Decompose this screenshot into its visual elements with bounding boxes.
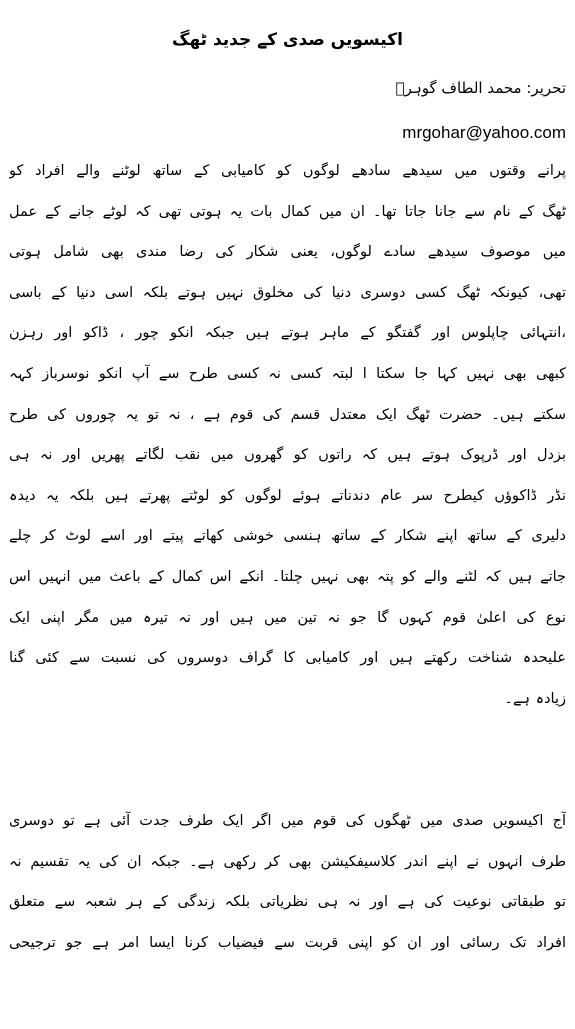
text-line: دلیری کے ساتھ اپنے شکار کے ساتھ ہنسی خوشی کھاتے پیتے اور اسے لوٹ کر چلے: [9, 528, 566, 545]
text-line: ٹھگ کے نام سے جانا جاتا تھا۔ ان میں کمال بات یہ ہوتی تھی کہ لوٹے جانے کے عمل: [9, 203, 566, 220]
text-line: بزدل اور ڈرپوک ہوتے ہیں کہ راتوں کو گھروں میں نقب لگاتے پھریں اور نہ ہی: [9, 447, 566, 464]
paragraph-1: [9, 158, 566, 726]
article-title: اکیسویں صدی کے جدید ٹھگ: [172, 30, 403, 50]
text-line: ،انتہائی چاپلوس اور گفتگو کے ماہر ہوتے ہیں جبکہ انکو چور ، ڈاکو اور رہزن: [9, 325, 566, 342]
text-line: میں موصوف سیدھے سادے لوگوں، یعنی شکار کی رضا مندی بھی شامل ہوتی: [9, 244, 566, 261]
text-line: افراد تک رسائی اور ان کو اپنی قربت سے فیضیاب کرنا ایسا امر ہے جو ترجیحی: [9, 934, 566, 951]
text-line: آج اکیسویں صدی میں ٹھگوں کی قوم میں اگر ایک طرف جدت آئی ہے تو دوسری: [9, 813, 566, 829]
author-line: تحریر: محمد الطاف گوہرؔ: [395, 79, 566, 97]
text-line: سکتے ہیں۔ حضرت ٹھگ ایک معتدل قسم کی قوم ہے ، نہ تو یہ چوروں کی طرح: [9, 406, 566, 423]
text-line: تھی، کیونکہ ٹھگ کسی دوسری دنیا کی مخلوق نہیں ہوتے بلکہ اسی دنیا کے باسی: [9, 284, 566, 301]
paragraph-2: [9, 808, 566, 970]
text-line: کبھی بھی نہیں کہا جا سکتا ا لبتہ کسی نہ کسی طرح سے آپ انکو نوسرباز کہہ: [9, 365, 566, 382]
text-line: جاتے ہیں کہ لٹنے والے کو پتہ بھی نہیں چلتا۔ انکے اس کمال کے باعث میں انہیں اس: [9, 568, 566, 585]
text-line: تو طبقاتی نوعیت کی ہے اور نہ ہی نظریاتی بلکہ زندگی کے ہر شعبہ سے متعلق: [9, 894, 566, 911]
text-line: نوع کی اعلیٰ قوم کہوں گا جو نہ تین میں ہیں اور نہ تیرہ میں مگر اپنی ایک: [9, 609, 566, 626]
text-line: طرف انہوں نے اپنے اندر کلاسیفکیشن بھی کر رکھی ہے۔ جبکہ ان کی یہ تقسیم نہ: [9, 853, 566, 870]
text-line: علیحدہ شناخت رکھتے ہیں اور کامیابی کا گراف دوسروں کی نسبت سے کئی گنا: [9, 650, 566, 667]
text-line: نڈر ڈاکوؤں کیطرح سر عام دندناتے ہوئے لوگوں کو لوٹتے پھرتے ہیں بلکہ یہ دیدہ: [9, 487, 566, 504]
text-line: پرانے وقتوں میں سیدھے سادھے لوگوں کو کامیابی کے ساتھ لوٹنے والے افراد کو: [9, 163, 566, 179]
text-line: زیادہ ہے۔: [504, 690, 566, 707]
author-email: mrgohar@yahoo.com: [402, 123, 566, 142]
